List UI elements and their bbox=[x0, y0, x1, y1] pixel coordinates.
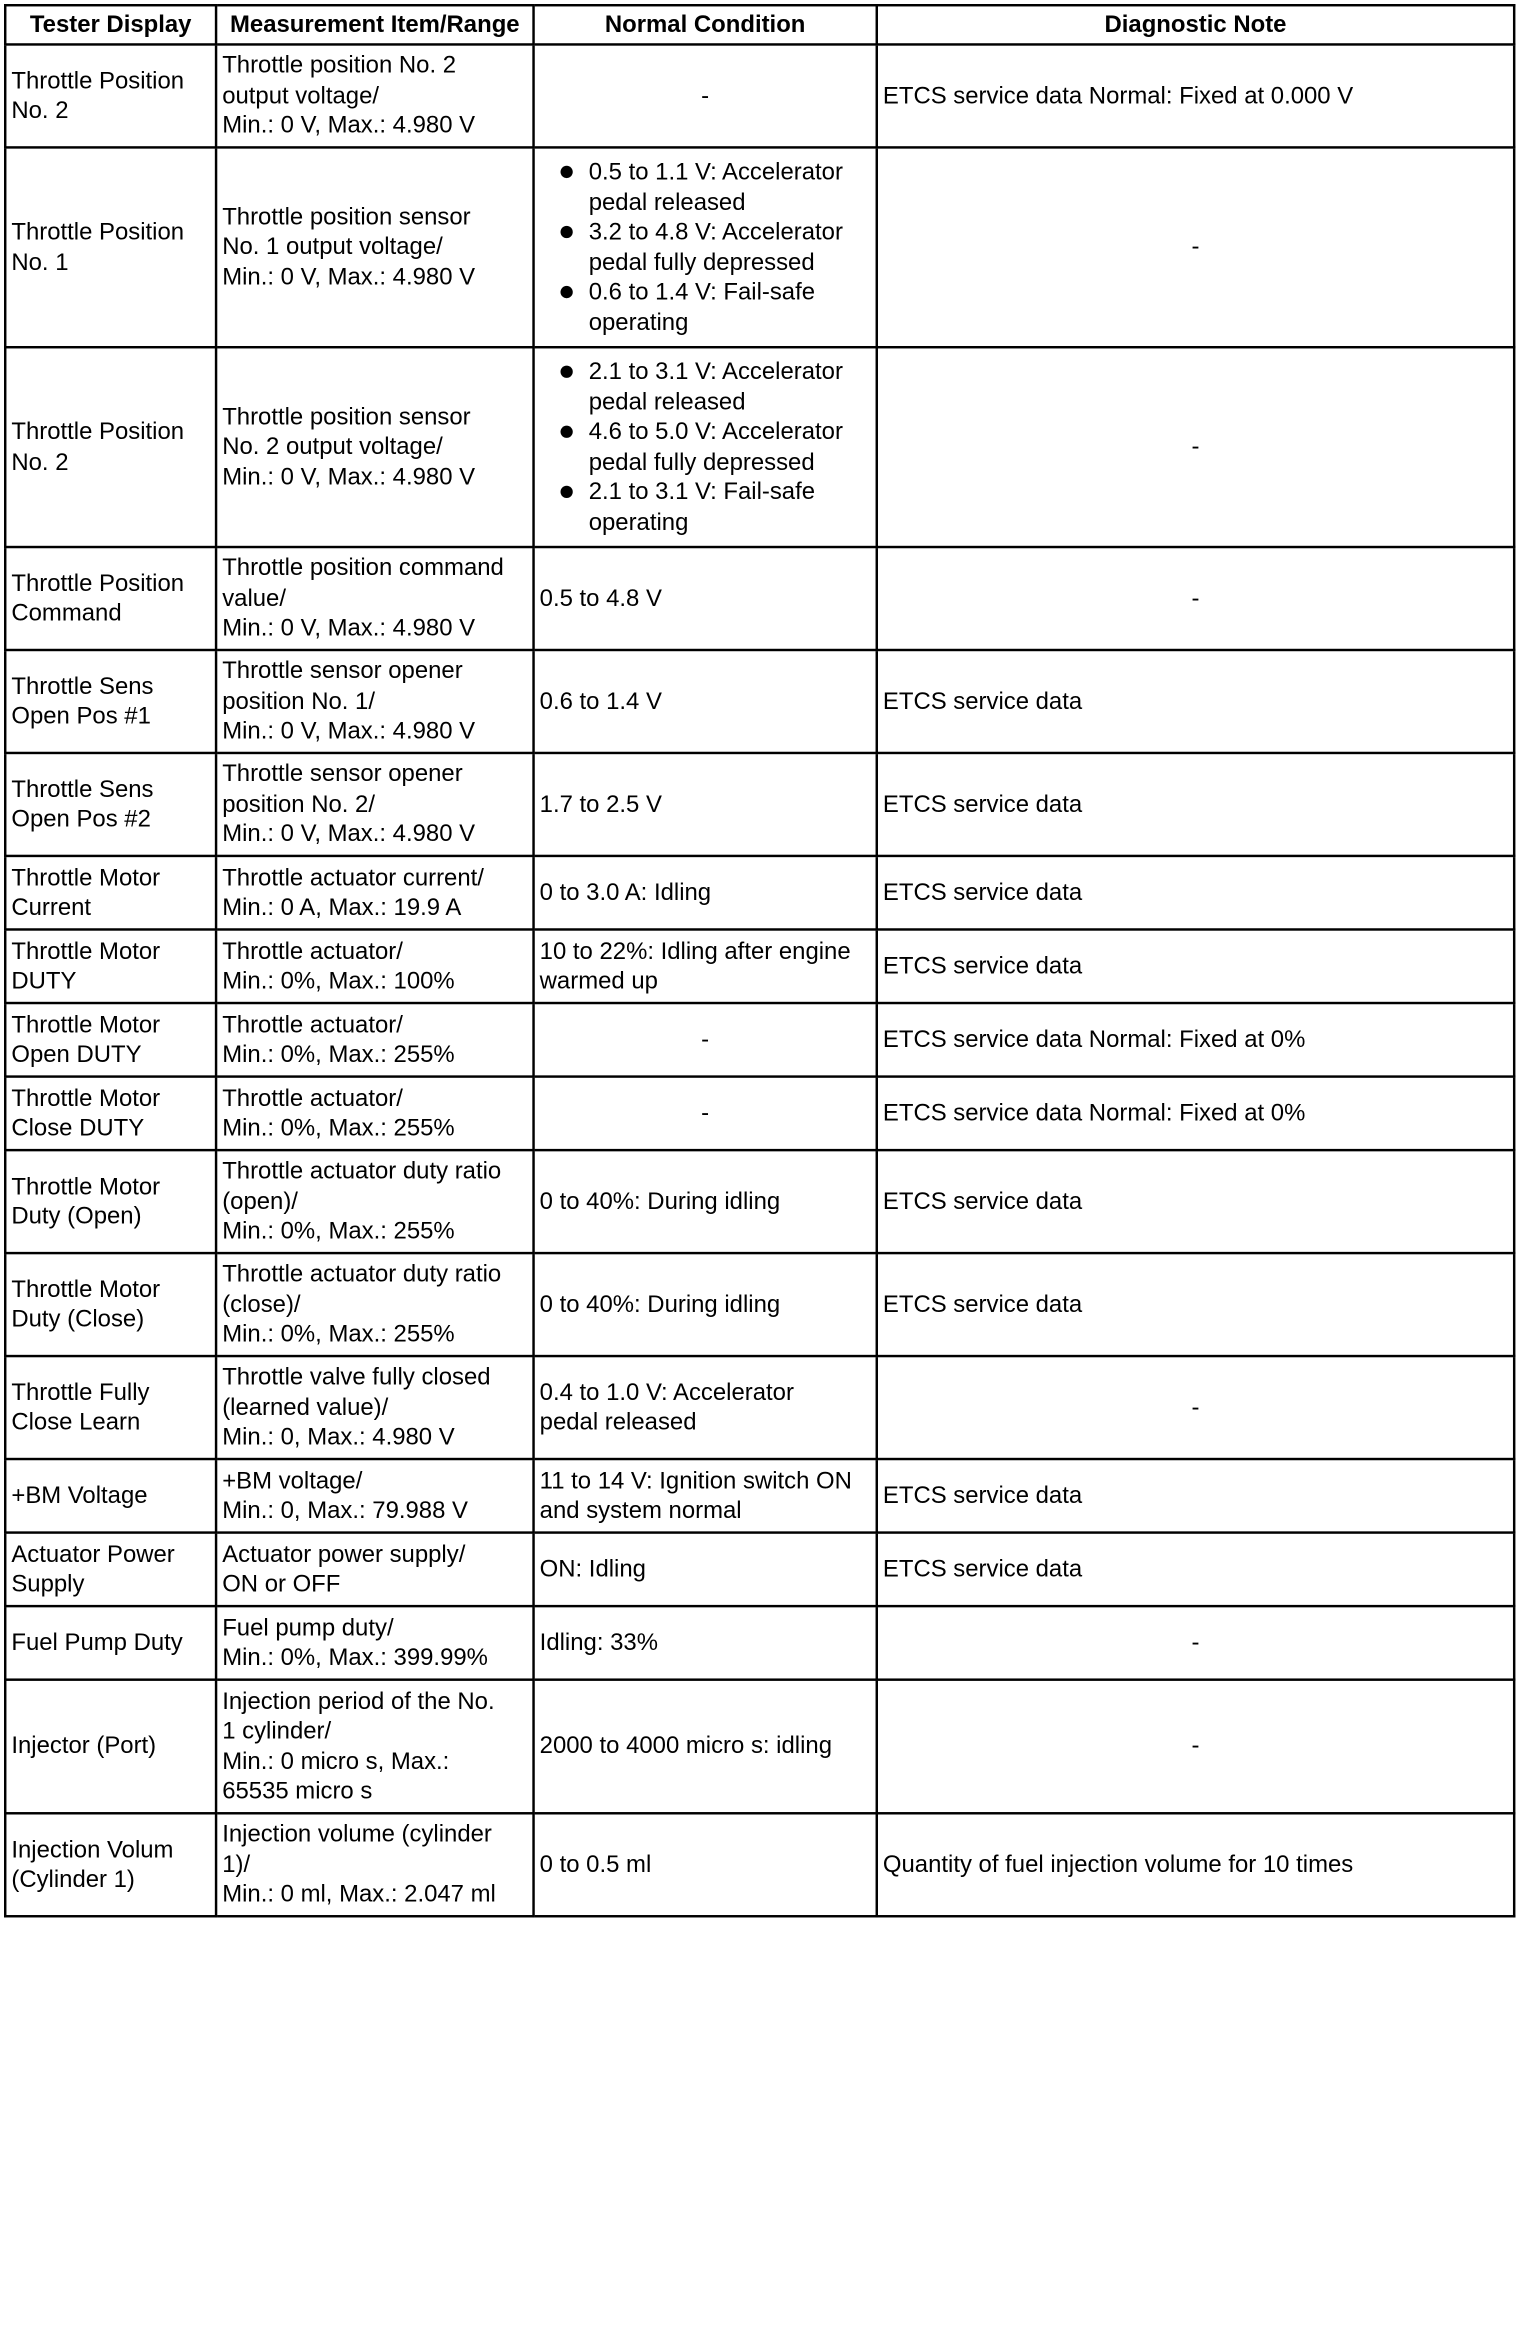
tester-display-line: Open Pos #1 bbox=[11, 702, 151, 730]
tester-display-line: No. 1 bbox=[11, 248, 69, 276]
normal-condition-text: 0 to 40%: During idling bbox=[539, 1187, 781, 1215]
normal-condition-line: operating bbox=[588, 508, 689, 536]
tester-display-cell bbox=[5, 347, 216, 547]
measurement-cell bbox=[216, 856, 533, 930]
tester-display-cell bbox=[5, 1606, 216, 1680]
tester-display-line: Close DUTY bbox=[11, 1114, 145, 1142]
normal-condition-cell bbox=[534, 1606, 877, 1680]
measurement-cell bbox=[216, 147, 533, 347]
measurement-line: Injection volume (cylinder bbox=[222, 1820, 492, 1848]
diagnostic-note-cell bbox=[877, 1533, 1514, 1607]
measurement-line: 1 cylinder/ bbox=[222, 1717, 332, 1745]
diagnostic-note-text: - bbox=[1191, 233, 1200, 261]
measurement-cell bbox=[216, 1150, 533, 1253]
diagnostic-note-text: ETCS service data bbox=[882, 790, 1083, 818]
table-row bbox=[5, 44, 1514, 147]
normal-condition-cell bbox=[534, 147, 877, 347]
diagnostic-note-cell bbox=[877, 44, 1514, 147]
normal-condition-cell bbox=[534, 1459, 877, 1533]
diagnostic-note-cell bbox=[877, 1606, 1514, 1680]
measurement-line: Min.: 0%, Max.: 255% bbox=[222, 1041, 455, 1068]
measurement-cell bbox=[216, 753, 533, 856]
normal-condition-line: and system normal bbox=[539, 1497, 742, 1524]
diagnostic-note-text: ETCS service data bbox=[882, 878, 1083, 906]
diagnostic-note-text: - bbox=[1191, 433, 1200, 461]
tester-display-cell bbox=[5, 1533, 216, 1607]
measurement-line: No. 1 output voltage/ bbox=[222, 233, 443, 261]
normal-condition-text: - bbox=[701, 1026, 710, 1053]
normal-condition-text: - bbox=[701, 82, 710, 110]
measurement-line: value/ bbox=[222, 584, 286, 612]
measurement-line: Min.: 0 V, Max.: 4.980 V bbox=[222, 820, 476, 848]
diagnostic-note-text: ETCS service data bbox=[882, 1482, 1083, 1509]
tester-display-cell bbox=[5, 929, 216, 1003]
tester-display-cell bbox=[5, 650, 216, 753]
measurement-line: Throttle position sensor bbox=[222, 203, 471, 231]
tester-display-cell bbox=[5, 1459, 216, 1533]
tester-display-cell bbox=[5, 1253, 216, 1356]
diagnostic-note-text: - bbox=[1191, 1629, 1200, 1657]
diagnostic-note-cell bbox=[877, 1813, 1514, 1916]
diagnostic-note-text: - bbox=[1191, 584, 1200, 612]
table-row bbox=[5, 1606, 1514, 1680]
table-row bbox=[5, 1813, 1514, 1916]
normal-condition-line: pedal fully depressed bbox=[588, 448, 815, 476]
tester-display-cell bbox=[5, 547, 216, 650]
measurement-line: Throttle position sensor bbox=[222, 403, 471, 431]
measurement-cell bbox=[216, 1533, 533, 1607]
normal-condition-line: 0.4 to 1.0 V: Accelerator bbox=[539, 1378, 794, 1406]
table-row bbox=[5, 1150, 1514, 1253]
normal-condition-line: 11 to 14 V: Ignition switch ON bbox=[539, 1466, 852, 1494]
measurement-line: Actuator power supply/ bbox=[222, 1540, 466, 1568]
diagnostic-note-text: ETCS service data bbox=[882, 687, 1083, 715]
tester-display-cell bbox=[5, 1077, 216, 1151]
page bbox=[4, 4, 1520, 2335]
diagnostic-note-cell bbox=[877, 1003, 1514, 1077]
measurement-line: 65535 micro s bbox=[222, 1777, 373, 1805]
measurement-line: ON or OFF bbox=[222, 1570, 341, 1598]
diagnostic-note-cell bbox=[877, 1077, 1514, 1151]
tester-display-cell bbox=[5, 147, 216, 347]
tester-display-line: Injection Volum bbox=[11, 1835, 174, 1863]
tester-display-line: Injector (Port) bbox=[11, 1732, 157, 1760]
normal-condition-cell bbox=[534, 856, 877, 930]
normal-condition-text: 2000 to 4000 micro s: idling bbox=[539, 1732, 833, 1760]
diagnostic-note-text: ETCS service data bbox=[882, 1290, 1083, 1318]
normal-condition-cell bbox=[534, 1253, 877, 1356]
measurement-line: Min.: 0 V, Max.: 4.980 V bbox=[222, 112, 476, 140]
measurement-line: Min.: 0%, Max.: 255% bbox=[222, 1320, 455, 1348]
diagnostic-note-cell bbox=[877, 856, 1514, 930]
diagnostic-note-text: ETCS service data Normal: Fixed at 0% bbox=[882, 1099, 1306, 1127]
measurement-line: Throttle actuator/ bbox=[222, 937, 403, 965]
diagnostic-note-text: Quantity of fuel injection volume for 10 times bbox=[882, 1850, 1354, 1878]
tester-display-line: Throttle Fully bbox=[11, 1378, 150, 1406]
normal-condition-line: pedal released bbox=[588, 388, 746, 416]
tester-display-cell bbox=[5, 856, 216, 930]
measurement-cell bbox=[216, 44, 533, 147]
normal-condition-line: 10 to 22%: Idling after engine bbox=[539, 937, 851, 965]
normal-condition-bullet bbox=[540, 157, 871, 217]
tester-display-cell bbox=[5, 1356, 216, 1459]
measurement-cell bbox=[216, 1003, 533, 1077]
table-row bbox=[5, 856, 1514, 930]
tester-display-line: Throttle Motor bbox=[11, 937, 161, 965]
tester-display-line: Throttle Motor bbox=[11, 1010, 161, 1038]
table-row bbox=[5, 650, 1514, 753]
normal-condition-list bbox=[540, 157, 871, 337]
measurement-line: Throttle actuator current/ bbox=[222, 863, 484, 891]
measurement-line: Throttle valve fully closed bbox=[222, 1363, 491, 1391]
normal-condition-line: 4.6 to 5.0 V: Accelerator bbox=[588, 418, 843, 446]
table-row bbox=[5, 1459, 1514, 1533]
measurement-cell bbox=[216, 1813, 533, 1916]
normal-condition-bullet bbox=[540, 417, 871, 477]
diagnostic-note-cell bbox=[877, 347, 1514, 547]
tester-display-line: No. 2 bbox=[11, 448, 69, 476]
normal-condition-line: 0.6 to 1.4 V: Fail-safe bbox=[588, 278, 816, 306]
tester-display-line: Supply bbox=[11, 1570, 85, 1598]
measurement-line: 1)/ bbox=[222, 1850, 251, 1878]
measurement-line: Fuel pump duty/ bbox=[222, 1614, 394, 1642]
tester-display-line: Throttle Position bbox=[11, 67, 185, 95]
measurement-line: Min.: 0 micro s, Max.: bbox=[222, 1747, 450, 1775]
header-row bbox=[5, 5, 1514, 44]
diagnostic-note-cell bbox=[877, 1253, 1514, 1356]
normal-condition-text: 0 to 0.5 ml bbox=[539, 1850, 652, 1878]
tester-display-line: Throttle Motor bbox=[11, 1275, 161, 1303]
table-row bbox=[5, 929, 1514, 1003]
measurement-line: (close)/ bbox=[222, 1290, 301, 1318]
tester-display-line: Duty (Close) bbox=[11, 1305, 145, 1333]
normal-condition-text: 1.7 to 2.5 V bbox=[539, 790, 662, 818]
measurement-line: Throttle actuator duty ratio bbox=[222, 1157, 502, 1185]
diagnostic-note-text: ETCS service data bbox=[882, 952, 1083, 980]
diagnostic-note-text: ETCS service data Normal: Fixed at 0.000 V bbox=[882, 82, 1354, 110]
tester-display-line: (Cylinder 1) bbox=[11, 1865, 135, 1893]
tester-display-line: +BM Voltage bbox=[11, 1482, 148, 1509]
normal-condition-text: 0.5 to 4.8 V bbox=[539, 584, 662, 612]
measurement-line: (learned value)/ bbox=[222, 1393, 389, 1421]
tester-display-line: No. 2 bbox=[11, 97, 69, 125]
measurement-line: Throttle position command bbox=[222, 554, 504, 582]
table-row bbox=[5, 1003, 1514, 1077]
table-row bbox=[5, 1077, 1514, 1151]
tester-display-line: Throttle Position bbox=[11, 418, 185, 446]
measurement-line: output voltage/ bbox=[222, 82, 380, 110]
measurement-cell bbox=[216, 650, 533, 753]
diagnostic-note-text: ETCS service data bbox=[882, 1187, 1083, 1215]
tester-display-line: Throttle Position bbox=[11, 218, 185, 246]
measurement-line: position No. 2/ bbox=[222, 790, 375, 818]
measurement-line: Throttle sensor opener bbox=[222, 657, 463, 685]
tester-display-line: Throttle Motor bbox=[11, 1172, 161, 1200]
measurement-line: (open)/ bbox=[222, 1187, 298, 1215]
normal-condition-text: Idling: 33% bbox=[539, 1629, 658, 1657]
measurement-cell bbox=[216, 1253, 533, 1356]
normal-condition-line: warmed up bbox=[539, 967, 658, 995]
tester-display-cell bbox=[5, 44, 216, 147]
measurement-line: Throttle actuator duty ratio bbox=[222, 1260, 502, 1288]
measurement-cell bbox=[216, 929, 533, 1003]
normal-condition-line: pedal fully depressed bbox=[588, 248, 815, 276]
measurement-line: Min.: 0%, Max.: 255% bbox=[222, 1114, 455, 1142]
tester-display-line: DUTY bbox=[11, 967, 77, 995]
normal-condition-text: ON: Idling bbox=[539, 1555, 646, 1583]
header-measurement-item: Measurement Item/Range bbox=[216, 5, 533, 44]
table-row bbox=[5, 547, 1514, 650]
measurement-cell bbox=[216, 347, 533, 547]
normal-condition-cell bbox=[534, 1356, 877, 1459]
diagnostic-note-cell bbox=[877, 1356, 1514, 1459]
normal-condition-text: 0 to 3.0 A: Idling bbox=[539, 878, 712, 906]
tester-display-cell bbox=[5, 1680, 216, 1814]
normal-condition-cell bbox=[534, 44, 877, 147]
measurement-cell bbox=[216, 1606, 533, 1680]
measurement-line: +BM voltage/ bbox=[222, 1466, 363, 1494]
measurement-cell bbox=[216, 1680, 533, 1814]
diagnostic-note-cell bbox=[877, 1459, 1514, 1533]
measurement-line: Throttle actuator/ bbox=[222, 1084, 403, 1112]
measurement-line: No. 2 output voltage/ bbox=[222, 433, 443, 461]
normal-condition-line: 0.5 to 1.1 V: Accelerator bbox=[588, 158, 843, 186]
normal-condition-cell bbox=[534, 547, 877, 650]
diagnostic-note-cell bbox=[877, 753, 1514, 856]
diagnostic-note-cell bbox=[877, 547, 1514, 650]
normal-condition-line: pedal released bbox=[588, 188, 746, 216]
normal-condition-list bbox=[540, 357, 871, 537]
normal-condition-text: 0 to 40%: During idling bbox=[539, 1290, 781, 1318]
table-row bbox=[5, 147, 1514, 347]
diagnostic-note-cell bbox=[877, 147, 1514, 347]
normal-condition-bullet bbox=[540, 217, 871, 277]
normal-condition-cell bbox=[534, 1680, 877, 1814]
diagnostic-note-text: ETCS service data bbox=[882, 1555, 1083, 1583]
normal-condition-line: pedal released bbox=[539, 1408, 697, 1436]
measurement-line: Min.: 0%, Max.: 399.99% bbox=[222, 1644, 488, 1672]
tester-display-line: Throttle Motor bbox=[11, 1084, 161, 1112]
table-row bbox=[5, 347, 1514, 547]
measurement-line: Min.: 0 V, Max.: 4.980 V bbox=[222, 614, 476, 642]
table-row bbox=[5, 1533, 1514, 1607]
table-row bbox=[5, 753, 1514, 856]
diagnostic-note-text: - bbox=[1191, 1393, 1200, 1421]
tester-display-line: Close Learn bbox=[11, 1408, 141, 1436]
tester-display-cell bbox=[5, 1003, 216, 1077]
normal-condition-line: 2.1 to 3.1 V: Fail-safe bbox=[588, 478, 816, 506]
table-row bbox=[5, 1253, 1514, 1356]
header-tester-display: Tester Display bbox=[5, 5, 216, 44]
diagnostic-note-text: - bbox=[1191, 1732, 1200, 1760]
tester-display-line: Duty (Open) bbox=[11, 1202, 142, 1230]
normal-condition-line: 2.1 to 3.1 V: Accelerator bbox=[588, 358, 843, 386]
measurement-line: Min.: 0 V, Max.: 4.980 V bbox=[222, 263, 476, 291]
tester-display-line: Throttle Sens bbox=[11, 672, 154, 700]
normal-condition-cell bbox=[534, 1813, 877, 1916]
normal-condition-cell bbox=[534, 1533, 877, 1607]
diagnostic-note-cell bbox=[877, 1680, 1514, 1814]
measurement-line: Throttle position No. 2 bbox=[222, 52, 457, 80]
diagnostic-note-cell bbox=[877, 929, 1514, 1003]
measurement-cell bbox=[216, 547, 533, 650]
normal-condition-bullet bbox=[540, 477, 871, 537]
normal-condition-text: - bbox=[701, 1099, 710, 1127]
measurement-line: Min.: 0 V, Max.: 4.980 V bbox=[222, 463, 476, 491]
normal-condition-cell bbox=[534, 929, 877, 1003]
diagnostic-note-text: ETCS service data Normal: Fixed at 0% bbox=[882, 1026, 1306, 1053]
tester-display-line: Throttle Motor bbox=[11, 863, 161, 891]
measurement-line: Injection period of the No. bbox=[222, 1687, 495, 1715]
diagnostic-note-cell bbox=[877, 1150, 1514, 1253]
diagnostic-note-cell bbox=[877, 650, 1514, 753]
tester-display-line: Open Pos #2 bbox=[11, 805, 151, 833]
tester-display-line: Command bbox=[11, 599, 122, 627]
header-normal-condition: Normal Condition bbox=[534, 5, 877, 44]
measurement-line: Min.: 0, Max.: 79.988 V bbox=[222, 1497, 468, 1524]
tester-display-line: Fuel Pump Duty bbox=[11, 1629, 183, 1657]
normal-condition-cell bbox=[534, 650, 877, 753]
measurement-cell bbox=[216, 1077, 533, 1151]
normal-condition-cell bbox=[534, 347, 877, 547]
tester-display-line: Open DUTY bbox=[11, 1041, 142, 1068]
measurement-line: Min.: 0 V, Max.: 4.980 V bbox=[222, 717, 476, 745]
tester-display-cell bbox=[5, 753, 216, 856]
measurement-line: Throttle sensor opener bbox=[222, 760, 463, 788]
data-list-table bbox=[4, 4, 1515, 1917]
header-diagnostic-note: Diagnostic Note bbox=[877, 5, 1514, 44]
tester-display-cell bbox=[5, 1813, 216, 1916]
measurement-line: Min.: 0%, Max.: 255% bbox=[222, 1217, 455, 1245]
measurement-line: position No. 1/ bbox=[222, 687, 375, 715]
normal-condition-cell bbox=[534, 753, 877, 856]
measurement-cell bbox=[216, 1356, 533, 1459]
measurement-line: Min.: 0, Max.: 4.980 V bbox=[222, 1423, 455, 1451]
normal-condition-line: operating bbox=[588, 308, 689, 336]
measurement-line: Min.: 0%, Max.: 100% bbox=[222, 967, 455, 995]
tester-display-line: Throttle Sens bbox=[11, 775, 154, 803]
tester-display-line: Throttle Position bbox=[11, 569, 185, 597]
tester-display-line: Current bbox=[11, 893, 92, 921]
normal-condition-bullet bbox=[540, 277, 871, 337]
table-row bbox=[5, 1680, 1514, 1814]
measurement-line: Min.: 0 A, Max.: 19.9 A bbox=[222, 893, 462, 921]
measurement-line: Throttle actuator/ bbox=[222, 1010, 403, 1038]
normal-condition-text: 0.6 to 1.4 V bbox=[539, 687, 662, 715]
tester-display-line: Actuator Power bbox=[11, 1540, 175, 1568]
normal-condition-cell bbox=[534, 1150, 877, 1253]
normal-condition-cell bbox=[534, 1003, 877, 1077]
normal-condition-cell bbox=[534, 1077, 877, 1151]
measurement-cell bbox=[216, 1459, 533, 1533]
tester-display-cell bbox=[5, 1150, 216, 1253]
normal-condition-line: 3.2 to 4.8 V: Accelerator bbox=[588, 218, 843, 246]
table-row bbox=[5, 1356, 1514, 1459]
normal-condition-bullet bbox=[540, 357, 871, 417]
measurement-line: Min.: 0 ml, Max.: 2.047 ml bbox=[222, 1881, 496, 1908]
